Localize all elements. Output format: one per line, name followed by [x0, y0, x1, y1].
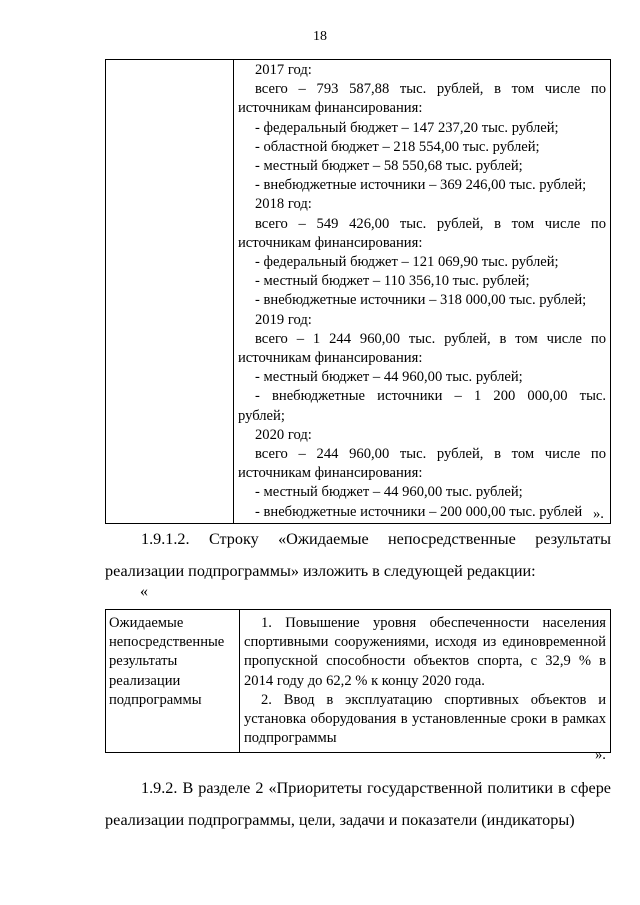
results-table-label: Ожидаемые непосредственные результаты реализации подпрограммы [106, 610, 240, 753]
financing-line: всего – 549 426,00 тыс. рублей, в том числе по [255, 215, 606, 232]
result-item: 2. Ввод в эксплуатацию спортивных объектов и установка оборудования в установленные сроки в рамках подпрограммы [244, 691, 606, 747]
page-number: 18 [313, 29, 327, 44]
result-item: 1. Повышение уровня обеспеченности населения спортивными сооружениями, исходя из единовременной пропускной способности объектов спорта, с 32,9 % в 2014 году до 62,2 % к концу 2020 года. [244, 615, 606, 689]
financing-line: источникам финансирования: [238, 234, 423, 251]
financing-line: - внебюджетные источники – 318 000,00 тыс. рублей; [255, 292, 587, 309]
closing-quote-1: ». [593, 506, 604, 522]
financing-lines [238, 61, 606, 522]
financing-line: - федеральный бюджет – 121 069,90 тыс. рублей; [255, 254, 559, 271]
financing-line: 2017 год: [255, 62, 312, 78]
financing-line: 2019 год: [255, 311, 312, 328]
financing-line: всего – 793 587,88 тыс. рублей, в том числе по [255, 81, 606, 98]
financing-table-content-cell [234, 60, 611, 524]
results-table [105, 609, 611, 753]
financing-line: - внебюджетные источники – 1 200 000,00 тыс. [255, 388, 606, 405]
financing-line: источникам финансирования: [238, 350, 423, 367]
financing-line: 2018 год: [255, 196, 312, 213]
financing-line: всего – 1 244 960,00 тыс. рублей, в том числе по [255, 330, 606, 347]
financing-line: - местный бюджет – 58 550,68 тыс. рублей; [255, 158, 523, 175]
financing-line: - внебюджетные источники – 369 246,00 тыс. рублей; [255, 177, 587, 194]
financing-line: источникам финансирования: [238, 465, 423, 482]
financing-line: - местный бюджет – 44 960,00 тыс. рублей; [255, 369, 523, 386]
paragraph-1-9-2: 1.9.2. В разделе 2 «Приоритеты государственной политики в сфере реализации подпрограммы, цели, задачи и показатели (индикаторы) [105, 779, 611, 829]
financing-line: 2020 год: [255, 426, 312, 443]
financing-line: - местный бюджет – 110 356,10 тыс. рублей; [255, 273, 530, 290]
financing-line: - внебюджетные источники – 200 000,00 тыс. рублей [255, 503, 583, 520]
results-table-content [240, 610, 611, 753]
closing-quote-2: ». [595, 747, 606, 763]
financing-line: всего – 244 960,00 тыс. рублей, в том числе по [255, 446, 606, 463]
financing-line: - местный бюджет – 44 960,00 тыс. рублей; [255, 484, 523, 501]
financing-line: - федеральный бюджет – 147 237,20 тыс. рублей; [255, 119, 559, 136]
financing-table [105, 59, 611, 524]
opening-quote: « [140, 583, 148, 600]
financing-line: - областной бюджет – 218 554,00 тыс. рублей; [255, 138, 540, 155]
financing-line: источникам финансирования: [238, 100, 423, 117]
financing-line: рублей; [238, 407, 285, 424]
financing-table-label-cell [106, 60, 234, 524]
paragraph-1-9-1-2: 1.9.1.2. Строку «Ожидаемые непосредственные результаты реализации подпрограммы» изложить в следующей редакции: [105, 530, 611, 580]
